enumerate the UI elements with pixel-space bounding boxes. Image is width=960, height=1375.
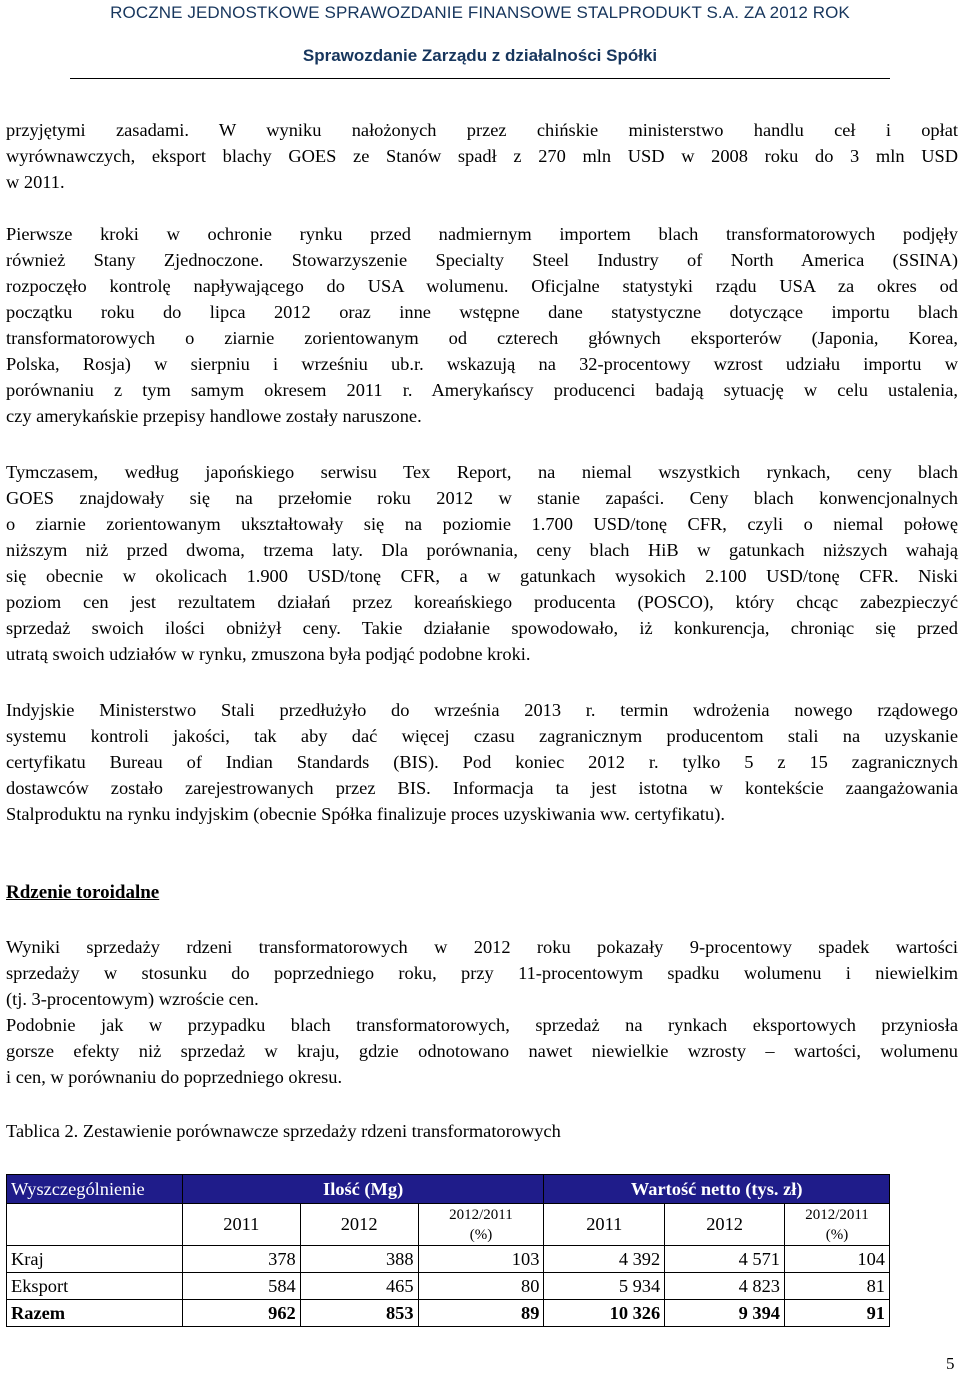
report-subtitle: Sprawozdanie Zarządu z działalności Spółki [302,46,658,65]
text-line: (tj. 3-procentowym) wzroście cen. [6,989,259,1009]
text-line: i cen, w porównaniu do poprzedniego okresu. [6,1067,343,1087]
text-line: sprzedaży w stosunku do poprzedniego roku, przy 11-procentowym spadku wolumenu i niewielkim [6,963,958,983]
text-line: Podobnie jak w przypadku blach transformatorowych, sprzedaż na rynkach eksportowych przyniosła [6,1015,958,1035]
table-cell: 89 [418,1300,544,1327]
text-line: transformatorowych o ziarnie zorientowanym od czterech głównych eksporterów (Japonia, Korea, [6,328,958,348]
text-line: systemu kontroli jakości, tak aby dać więcej czasu zagranicznym producentom stali na uzyskanie [6,726,958,746]
text-line: dostawców zostało zarejestrowanych przez BIS. Informacja ta jest istotna w kontekście zaangażowania [6,778,958,798]
column-group-value: Wartość netto (tys. zł) [544,1175,890,1204]
page-number: 5 [946,1354,955,1373]
ratio-label: 2012/2011 [805,1207,869,1223]
text-line: Polska, Rosja) w sierpniu i wrześniu ub.r. wskazują na 32-procentowy wzrost udziału importu w [6,354,958,374]
header-divider [70,78,890,79]
table-cell: 2012 [665,1204,785,1246]
text-line: w 2011. [6,172,65,192]
paragraph-6 [6,1012,958,1090]
table-cell: 962 [182,1300,300,1327]
table-cell: 2011 [544,1204,665,1246]
text-line: czy amerykańskie przepisy handlowe zostały naruszone. [6,406,422,426]
text-line: początku roku do lipca 2012 oraz inne wstępne dane statystyczne dotyczące importu blach [6,302,958,322]
percent-label: (%) [469,1227,493,1243]
percent-label: (%) [825,1227,849,1243]
sales-table [6,1174,890,1327]
text-line: porównaniu z tym samym okresem 2011 r. Amerykańscy producenci badają sytuację w celu ustalenia, [6,380,958,400]
text-line: Tymczasem, według japońskiego serwisu Tex Report, na niemal wszystkich rynkach, ceny blach [6,462,958,482]
paragraph-1 [6,117,958,195]
table-cell: 2011 [182,1204,300,1246]
text-line: Indyjskie Ministerstwo Stali przedłużyło do września 2013 r. termin wdrożenia nowego rządowego [6,700,958,720]
text-line: Pierwsze kroki w ochronie rynku przed nadmiernym importem blach transformatorowych podjęły [6,224,958,244]
text-line: przyjętymi zasadami. W wyniku nałożonych przez chińskie ministerstwo handlu ceł i opłat [6,120,958,140]
section-heading: Rdzenie toroidalne [6,882,160,903]
table-row-total [7,1300,890,1327]
table-cell: 5 934 [544,1273,665,1300]
table-cell: 388 [300,1246,418,1273]
table-cell: 2012 [300,1204,418,1246]
column-group-quantity: Ilość (Mg) [182,1175,543,1204]
text-line: GOES znajdowały się na przełomie roku 2012 w stanie zapaści. Ceny blach konwencjonalnych [6,488,958,508]
text-line: gorsze efekty niż sprzedaż w kraju, gdzie odnotowano nawet niewielkie wzrosty – wartości, wolumenu [6,1041,958,1061]
text-line: Stalproduktu na rynku indyjskim (obecnie Spółka finalizuje proces uzyskiwania ww. certyfikatu). [6,804,725,824]
text-line: również Stany Zjednoczone. Stowarzyszenie Specialty Steel Industry of North America (SSINA) [6,250,958,270]
table-cell: 9 394 [665,1300,785,1327]
table-cell: 4 823 [665,1273,785,1300]
text-line: sprzedaż swoich ilości obniżył ceny. Takie działanie spowodowało, iż konkurencja, chroniąc się przed [6,618,958,638]
row-label: Kraj [7,1246,183,1273]
table-caption: Tablica 2. Zestawienie porównawcze sprzedaży rdzeni transformatorowych [6,1121,561,1141]
row-label: Eksport [7,1273,183,1300]
paragraph-2 [6,221,958,429]
text-line: rozpoczęło kontrolę napływającego do USA wolumenu. Oficjalne statystyki rządu USA za okres od [6,276,958,296]
text-line: poziom cen jest rezultatem działań przez koreańskiego producenta (POSCO), który chcąc zabezpieczyć [6,592,958,612]
paragraph-3 [6,459,958,667]
table-cell: 10 326 [544,1300,665,1327]
text-line: się obecnie w okolicach 1.900 USD/tonę CFR, a w gatunkach wysokich 2.100 USD/tonę CFR. Niski [6,566,958,586]
table-cell: 465 [300,1273,418,1300]
table-row [7,1273,890,1300]
table-cell: 91 [785,1300,890,1327]
text-line: certyfikatu Bureau of Indian Standards (BIS). Pod koniec 2012 r. tylko 5 z 15 zagranicznych [6,752,958,772]
paragraph-4 [6,697,958,827]
text-line: niższym niż przed dwoma, trzema laty. Dla porównania, ceny blach HiB w gatunkach niższych wahają [6,540,958,560]
row-label: Razem [7,1300,183,1327]
text-line: utratą swoich udziałów w rynku, zmuszona była podjąć podobne kroki. [6,644,531,664]
table-cell: 103 [418,1246,544,1273]
table-cell: 4 571 [665,1246,785,1273]
table-cell: 80 [418,1273,544,1300]
table-cell: 584 [182,1273,300,1300]
table-row [7,1246,890,1273]
table-cell [418,1204,544,1246]
table-cell [7,1204,183,1246]
table-cell: 853 [300,1300,418,1327]
table-cell: 378 [182,1246,300,1273]
text-line: wyrównawczych, eksport blachy GOES ze Stanów spadł z 270 mln USD w 2008 roku do 3 mln USD [6,146,958,166]
table-cell: 104 [785,1246,890,1273]
text-line: Wyniki sprzedaży rdzeni transformatorowych w 2012 roku pokazały 9-procentowy spadek wartości [6,937,958,957]
paragraph-5 [6,934,958,1012]
report-title: ROCZNE JEDNOSTKOWE SPRAWOZDANIE FINANSOWE STALPRODUKT S.A. ZA 2012 ROK [110,3,850,22]
subheader-row [7,1204,890,1246]
text-line: o ziarnie zorientowanym ukształtowały się na poziomie 1.700 USD/tonę CFR, czyli o niemal połowę [6,514,958,534]
table-cell [785,1204,890,1246]
ratio-label: 2012/2011 [449,1207,513,1223]
table-cell: 4 392 [544,1246,665,1273]
column-header-label: Wyszczególnienie [7,1175,183,1204]
table-cell: 81 [785,1273,890,1300]
